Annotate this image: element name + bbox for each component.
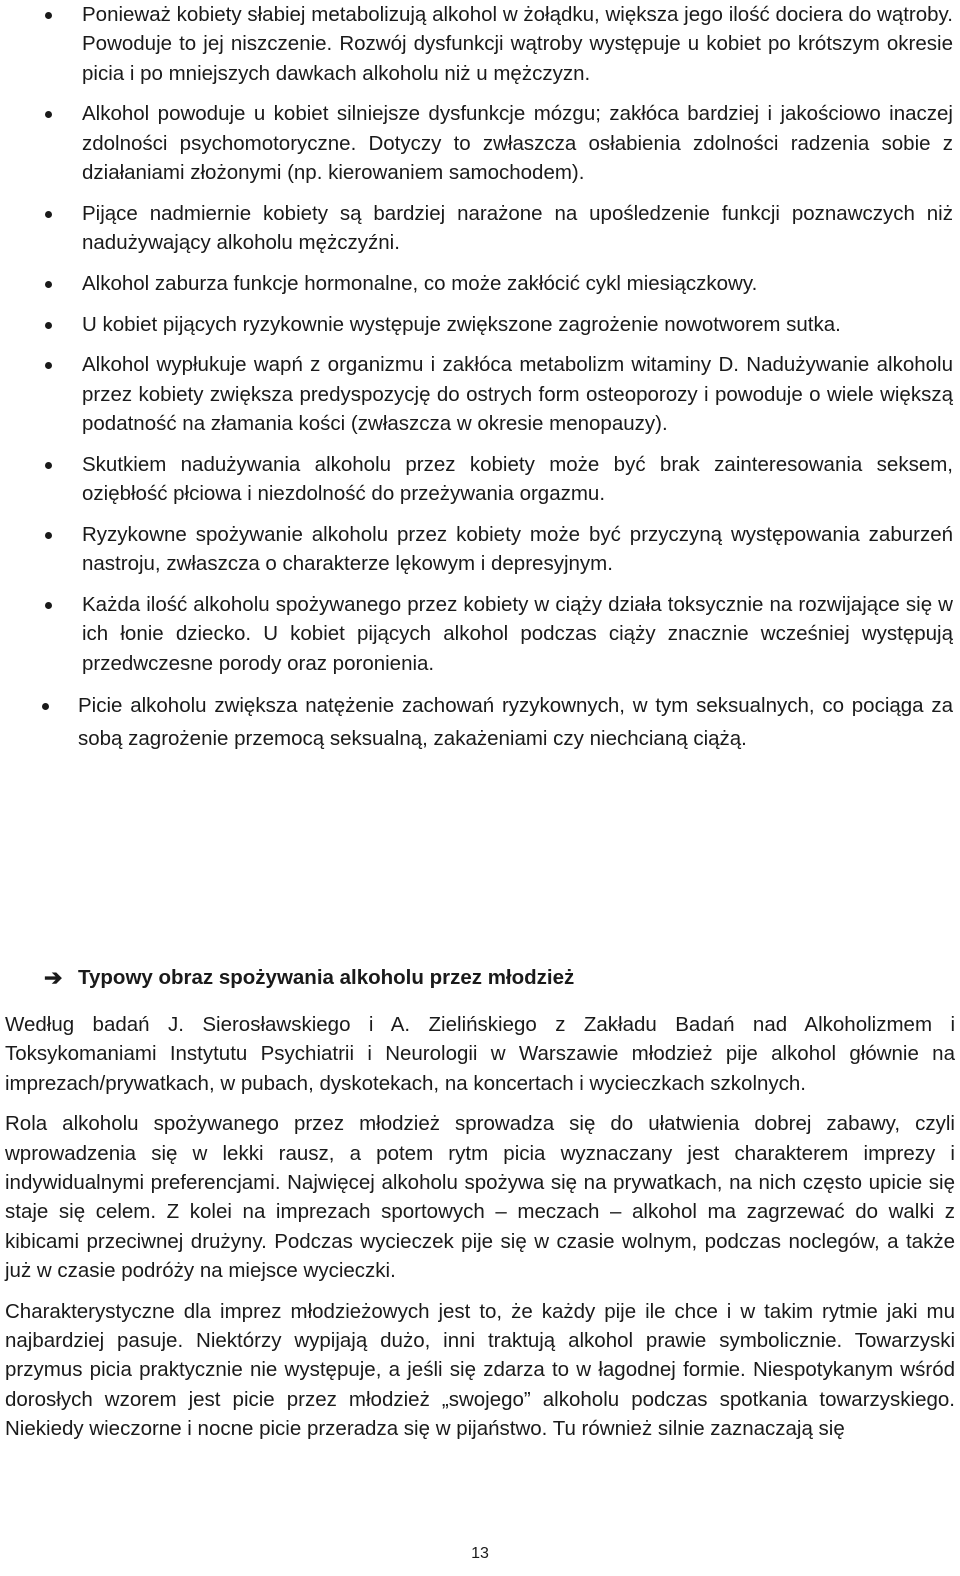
list-item-text: Alkohol zaburza funkcje hormonalne, co może zakłócić cykl miesiączkowy.	[82, 271, 758, 295]
list-item	[0, 269, 960, 298]
list-item-text: Alkohol powoduje u kobiet silniejsze dysfunkcje mózgu; zakłóca bardziej i jakościowo inaczej zdolności psychomotoryczne. Dotyczy to zwłaszcza osłabienia zdolności radzenia sobie z działaniami złożonymi (np. kierowaniem samochodem).	[82, 102, 953, 184]
bullet-icon	[45, 462, 52, 469]
list-item	[0, 590, 960, 678]
list-item-text: Alkohol wypłukuje wapń z organizmu i zakłóca metabolizm witaminy D. Nadużywanie alkoholu przez kobiety zwiększa predyspozycję do ostrych form osteoporozy i powoduje o wiele większą podatność na złamania kości (zwłaszcza w okresie menopauzy).	[82, 353, 953, 436]
bullet-icon	[45, 532, 52, 539]
list-item	[0, 0, 960, 88]
bullet-icon	[45, 211, 52, 218]
list-item	[0, 520, 960, 579]
bullet-icon	[45, 111, 52, 118]
list-item-text: Skutkiem nadużywania alkoholu przez kobiety może być brak zainteresowania seksem, oziębłość płciowa i niezdolność do przeżywania orgazmu.	[82, 452, 953, 506]
list-item-text: Pijące nadmiernie kobiety są bardziej narażone na upośledzenie funkcji poznawczych niż nadużywający alkoholu mężczyźni.	[82, 201, 953, 255]
list-item	[0, 199, 960, 258]
list-item	[0, 450, 960, 509]
page-number: 13	[471, 1545, 489, 1562]
list-item	[0, 310, 960, 339]
bullet-icon	[45, 12, 52, 19]
paragraph: Charakterystyczne dla imprez młodzieżowych jest to, że każdy pije ile chce i w takim rytmie jaki mu najbardziej pasuje. Niektórzy wypijają dużo, inni traktują alkohol prawie symbolicznie. Towarzyski przymus picia praktycznie nie występuje, a jeśli się zdarza to w łagodnej formie. Niespotykanym wśród dorosłych wzorem jest picie przez młodzież „swojego” alkoholu podczas spotkania towarzyskiego. Niekiedy wieczorne i nocne picie przeradza się w pijaństwo. Tu również silnie zaznaczają się	[5, 1299, 955, 1440]
paragraph: Rola alkoholu spożywanego przez młodzież sprowadza się do ułatwienia dobrej zabawy, czyli wprowadzenia się w lekki rausz, a potem rytm picia wyznaczany jest charakterem imprezy i indywidualnymi preferencjami. Najwięcej alkoholu spożywa się na prywatkach, na nich często upicie się staje się celem. Z kolei na imprezach sportowych – meczach – alkohol ma zagrzewać do walki z kibicami przeciwnej drużyny. Podczas wycieczek pije się w czasie wolnym, podczas noclegów, a także już w czasie podróży na miejsce wycieczki.	[5, 1112, 955, 1282]
list-item-text: Ponieważ kobiety słabiej metabolizują alkohol w żołądku, większa jego ilość dociera do wątroby. Powoduje to jej niszczenie. Rozwój dysfunkcji wątroby występuje u kobiet po krótszym okresie picia i po mniejszych dawkach alkoholu niż u mężczyzn.	[82, 3, 953, 85]
list-item	[0, 350, 960, 438]
bullet-icon	[45, 322, 52, 329]
section-heading	[44, 962, 574, 994]
list-item-text: Ryzykowne spożywanie alkoholu przez kobiety może być przyczyną występowania zaburzeń nastroju, zwłaszcza o charakterze lękowym i depresyjnym.	[82, 522, 953, 576]
list-item	[0, 689, 960, 755]
body-text	[5, 1010, 955, 1455]
bullet-icon	[45, 281, 52, 288]
bullet-icon	[42, 703, 49, 710]
paragraph: Według badań J. Sierosławskiego i A. Zielińskiego z Zakładu Badań nad Alkoholizmem i Toksykomaniami Instytutu Psychiatrii i Neurologii w Warszawie młodzież pije alkohol głównie na imprezach/prywatkach, w pubach, dyskotekach, na koncertach i wycieczkach szkolnych.	[5, 1013, 955, 1095]
arrow-right-icon: ➔	[44, 965, 63, 990]
section-heading-text: Typowy obraz spożywania alkoholu przez młodzież	[78, 966, 575, 989]
bullet-icon	[45, 602, 52, 609]
list-item-text: U kobiet pijących ryzykownie występuje zwiększone zagrożenie nowotworem sutka.	[82, 312, 841, 336]
list-item-text: Picie alkoholu zwiększa natężenie zachowań ryzykownych, w tym seksualnych, co pociąga za sobą zagrożenie przemocą seksualną, zakażeniami czy niechcianą ciążą.	[78, 694, 953, 751]
list-item-text: Każda ilość alkoholu spożywanego przez kobiety w ciąży działa toksycznie na rozwijające się w ich łonie dziecko. U kobiet pijących alkohol podczas ciąży znacznie wcześniej występują przedwczesne porody oraz poronienia.	[82, 593, 953, 675]
bullet-list	[0, 0, 960, 767]
bullet-icon	[45, 362, 52, 369]
list-item	[0, 99, 960, 187]
